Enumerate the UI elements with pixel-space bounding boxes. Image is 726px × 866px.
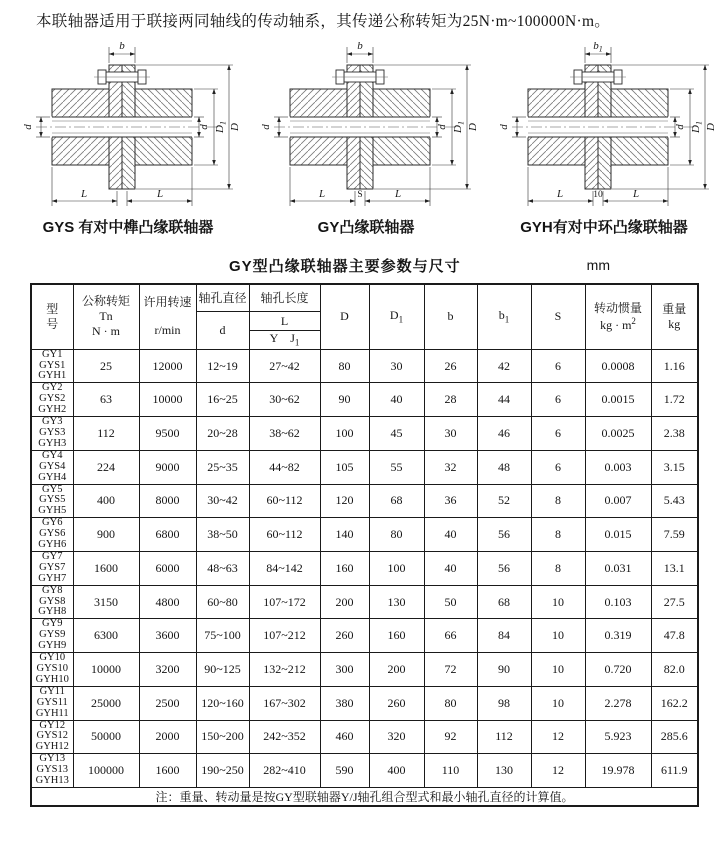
cell-bore-diameter: 25~35 <box>196 450 249 484</box>
cell-bore-diameter: 90~125 <box>196 653 249 687</box>
cell-inertia: 2.278 <box>585 686 651 720</box>
diagram-caption: GYS 有对中榫凸缘联轴器 <box>42 219 214 236</box>
cell-D: 260 <box>320 619 369 653</box>
coupling-drawing <box>252 39 480 213</box>
table-row <box>31 754 698 788</box>
table-row <box>31 417 698 451</box>
cell-bore-diameter: 16~25 <box>196 383 249 417</box>
cell-inertia: 0.003 <box>585 450 651 484</box>
table-row <box>31 686 698 720</box>
diagram-caption: GY凸缘联轴器 <box>317 219 415 236</box>
table-title: GY型凸缘联轴器主要参数与尺寸 <box>229 258 461 275</box>
cell-b: 110 <box>424 754 477 788</box>
col-header-torque: 公称转矩 Tn N · m <box>73 284 139 349</box>
cell-weight: 611.9 <box>651 754 698 788</box>
cell-D1: 80 <box>369 518 424 552</box>
cell-bore-length: 60~112 <box>249 484 320 518</box>
cell-D: 380 <box>320 686 369 720</box>
dim-label-L-left: L <box>80 188 88 200</box>
dim-label-center: S <box>357 190 363 200</box>
cell-speed: 2500 <box>139 686 196 720</box>
cell-inertia: 0.015 <box>585 518 651 552</box>
dim-label-d-right: d <box>436 124 448 130</box>
cell-weight: 3.15 <box>651 450 698 484</box>
cell-D: 90 <box>320 383 369 417</box>
cell-inertia: 5.923 <box>585 720 651 754</box>
cell-speed: 8000 <box>139 484 196 518</box>
col-header-YJ: Y $J_1$ <box>249 331 320 350</box>
dim-label-D1: $D_1$ <box>452 121 466 133</box>
cell-S: 6 <box>531 450 585 484</box>
cell-b: 36 <box>424 484 477 518</box>
cell-b1: 130 <box>477 754 531 788</box>
cell-S: 8 <box>531 518 585 552</box>
cell-D: 460 <box>320 720 369 754</box>
cell-D: 140 <box>320 518 369 552</box>
cell-b: 26 <box>424 349 477 383</box>
cell-D1: 130 <box>369 585 424 619</box>
table-row <box>31 349 698 383</box>
cell-D1: 320 <box>369 720 424 754</box>
cell-b1: 84 <box>477 619 531 653</box>
cell-inertia: 0.319 <box>585 619 651 653</box>
cell-weight: 2.38 <box>651 417 698 451</box>
table-title-row <box>0 255 726 279</box>
col-header-b: b <box>424 284 477 349</box>
cell-b1: 52 <box>477 484 531 518</box>
cell-bore-length: 282~410 <box>249 754 320 788</box>
cell-S: 12 <box>531 720 585 754</box>
cell-model: GY7 GYS7 GYH7 <box>31 551 73 585</box>
dim-label-D: D <box>705 123 717 131</box>
cell-speed: 1600 <box>139 754 196 788</box>
cell-b1: 112 <box>477 720 531 754</box>
cell-S: 6 <box>531 383 585 417</box>
cell-bore-diameter: 48~63 <box>196 551 249 585</box>
table-note: 注：重量、转动量是按GY型联轴器Y/J轴孔组合型式和最小轴孔直径的计算值。 <box>31 787 698 806</box>
cell-inertia: 0.103 <box>585 585 651 619</box>
cell-torque: 112 <box>73 417 139 451</box>
cell-inertia: 0.0008 <box>585 349 651 383</box>
col-header-D1: $D_1$ <box>369 284 424 349</box>
cell-b1: 44 <box>477 383 531 417</box>
cell-speed: 2000 <box>139 720 196 754</box>
cell-model: GY4 GYS4 GYH4 <box>31 450 73 484</box>
col-header-b1: $b_1$ <box>477 284 531 349</box>
cell-torque: 400 <box>73 484 139 518</box>
cell-b1: 46 <box>477 417 531 451</box>
cell-b: 40 <box>424 551 477 585</box>
dim-label-center: 10 <box>593 190 603 200</box>
dim-label-b: b <box>357 40 363 52</box>
cell-b: 92 <box>424 720 477 754</box>
table-unit-label: mm <box>586 257 610 273</box>
table-row <box>31 383 698 417</box>
cell-b: 32 <box>424 450 477 484</box>
cell-torque: 100000 <box>73 754 139 788</box>
cell-inertia: 0.720 <box>585 653 651 687</box>
coupling-diagram <box>488 39 720 237</box>
col-header-bore-length: 轴孔长度 <box>249 284 320 312</box>
cell-D1: 55 <box>369 450 424 484</box>
cell-D: 100 <box>320 417 369 451</box>
dim-label-L-left: L <box>556 188 564 200</box>
col-header-d-symbol: d <box>196 312 249 350</box>
cell-weight: 7.59 <box>651 518 698 552</box>
cell-D: 200 <box>320 585 369 619</box>
coupling-drawing <box>490 39 718 213</box>
cell-b: 28 <box>424 383 477 417</box>
dim-label-D: D <box>229 123 241 131</box>
cell-bore-length: 84~142 <box>249 551 320 585</box>
dim-label-D: D <box>467 123 479 131</box>
table-row <box>31 450 698 484</box>
cell-b1: 56 <box>477 551 531 585</box>
intro-text: 本联轴器适用于联接两同轴线的传动轴系，其传递公称转矩为25N·m~100000N·m。 <box>36 13 611 30</box>
coupling-diagram <box>250 39 482 237</box>
col-header-L-symbol: L <box>249 312 320 331</box>
cell-inertia: 0.007 <box>585 484 651 518</box>
cell-weight: 5.43 <box>651 484 698 518</box>
cell-bore-diameter: 12~19 <box>196 349 249 383</box>
flange-bolt <box>94 70 150 84</box>
cell-D: 80 <box>320 349 369 383</box>
cell-bore-diameter: 38~50 <box>196 518 249 552</box>
cell-model: GY3 GYS3 GYH3 <box>31 417 73 451</box>
dim-label-d-right: d <box>198 124 210 130</box>
cell-bore-length: 44~82 <box>249 450 320 484</box>
table-row <box>31 619 698 653</box>
cell-D1: 200 <box>369 653 424 687</box>
cell-S: 10 <box>531 585 585 619</box>
cell-S: 8 <box>531 484 585 518</box>
cell-bore-length: 107~212 <box>249 619 320 653</box>
cell-b: 80 <box>424 686 477 720</box>
dim-label-L-right: L <box>632 188 640 200</box>
dim-label-d-left: d <box>22 124 34 130</box>
cell-b1: 48 <box>477 450 531 484</box>
cell-torque: 25000 <box>73 686 139 720</box>
cell-S: 10 <box>531 619 585 653</box>
table-row <box>31 653 698 687</box>
col-header-inertia: 转动惯量 kg · $m^2$ <box>585 284 651 349</box>
cell-speed: 10000 <box>139 383 196 417</box>
cell-b1: 42 <box>477 349 531 383</box>
cell-D: 105 <box>320 450 369 484</box>
cell-bore-length: 132~212 <box>249 653 320 687</box>
col-header-D: D <box>320 284 369 349</box>
cell-bore-diameter: 75~100 <box>196 619 249 653</box>
cell-weight: 1.72 <box>651 383 698 417</box>
cell-model: GY2 GYS2 GYH2 <box>31 383 73 417</box>
cell-D1: 400 <box>369 754 424 788</box>
cell-D1: 30 <box>369 349 424 383</box>
cell-inertia: 0.0025 <box>585 417 651 451</box>
cell-b: 66 <box>424 619 477 653</box>
diagram-caption: GYH有对中环凸缘联轴器 <box>520 219 688 236</box>
col-header-model: 型 号 <box>31 284 73 349</box>
dim-label-b: b <box>119 40 125 52</box>
cell-S: 6 <box>531 349 585 383</box>
table-row <box>31 720 698 754</box>
cell-model: GY8 GYS8 GYH8 <box>31 585 73 619</box>
cell-model: GY9 GYS9 GYH9 <box>31 619 73 653</box>
dim-label-D1: $D_1$ <box>214 121 228 133</box>
cell-b1: 98 <box>477 686 531 720</box>
cell-bore-diameter: 60~80 <box>196 585 249 619</box>
cell-weight: 285.6 <box>651 720 698 754</box>
cell-weight: 47.8 <box>651 619 698 653</box>
cell-speed: 6000 <box>139 551 196 585</box>
cell-torque: 6300 <box>73 619 139 653</box>
cell-model: GY13 GYS13 GYH13 <box>31 754 73 788</box>
flange-bolt <box>332 70 388 84</box>
cell-model: GY10 GYS10 GYH10 <box>31 653 73 687</box>
cell-bore-diameter: 20~28 <box>196 417 249 451</box>
cell-speed: 3600 <box>139 619 196 653</box>
cell-D1: 45 <box>369 417 424 451</box>
cell-D: 120 <box>320 484 369 518</box>
table-row <box>31 484 698 518</box>
cell-D1: 68 <box>369 484 424 518</box>
cell-torque: 224 <box>73 450 139 484</box>
col-header-weight: 重量 kg <box>651 284 698 349</box>
cell-speed: 4800 <box>139 585 196 619</box>
cell-bore-length: 30~62 <box>249 383 320 417</box>
dim-label-L-right: L <box>394 188 402 200</box>
cell-speed: 9000 <box>139 450 196 484</box>
cell-torque: 1600 <box>73 551 139 585</box>
col-header-bore-diameter: 轴孔直径 <box>196 284 249 312</box>
dim-label-d-left: d <box>498 124 510 130</box>
spec-table <box>30 283 699 807</box>
cell-D1: 260 <box>369 686 424 720</box>
cell-torque: 25 <box>73 349 139 383</box>
cell-inertia: 0.031 <box>585 551 651 585</box>
cell-b: 40 <box>424 518 477 552</box>
cell-model: GY1 GYS1 GYH1 <box>31 349 73 383</box>
dim-label-b: $b_1$ <box>593 40 603 54</box>
cell-speed: 3200 <box>139 653 196 687</box>
cell-inertia: 0.0015 <box>585 383 651 417</box>
cell-torque: 900 <box>73 518 139 552</box>
cell-D: 590 <box>320 754 369 788</box>
cell-bore-length: 27~42 <box>249 349 320 383</box>
dim-label-L-right: L <box>156 188 164 200</box>
cell-b1: 68 <box>477 585 531 619</box>
cell-model: GY12 GYS12 GYH12 <box>31 720 73 754</box>
table-row <box>31 518 698 552</box>
cell-speed: 6800 <box>139 518 196 552</box>
cell-D1: 100 <box>369 551 424 585</box>
dim-label-D1: $D_1$ <box>690 121 704 133</box>
cell-D: 300 <box>320 653 369 687</box>
cell-bore-diameter: 30~42 <box>196 484 249 518</box>
cell-S: 12 <box>531 754 585 788</box>
dim-label-d-left: d <box>260 124 272 130</box>
cell-bore-length: 107~172 <box>249 585 320 619</box>
cell-S: 8 <box>531 551 585 585</box>
cell-bore-length: 60~112 <box>249 518 320 552</box>
cell-model: GY5 GYS5 GYH5 <box>31 484 73 518</box>
cell-b: 72 <box>424 653 477 687</box>
cell-speed: 12000 <box>139 349 196 383</box>
cell-torque: 10000 <box>73 653 139 687</box>
cell-torque: 63 <box>73 383 139 417</box>
cell-speed: 9500 <box>139 417 196 451</box>
cell-bore-length: 167~302 <box>249 686 320 720</box>
cell-b1: 56 <box>477 518 531 552</box>
cell-model: GY6 GYS6 GYH6 <box>31 518 73 552</box>
cell-S: 10 <box>531 653 585 687</box>
cell-bore-diameter: 190~250 <box>196 754 249 788</box>
cell-D: 160 <box>320 551 369 585</box>
cell-b1: 90 <box>477 653 531 687</box>
cell-weight: 82.0 <box>651 653 698 687</box>
table-row <box>31 585 698 619</box>
flange-bolt <box>570 70 626 84</box>
cell-S: 10 <box>531 686 585 720</box>
cell-D1: 40 <box>369 383 424 417</box>
cell-D1: 160 <box>369 619 424 653</box>
cell-weight: 1.16 <box>651 349 698 383</box>
cell-S: 6 <box>531 417 585 451</box>
cell-bore-diameter: 150~200 <box>196 720 249 754</box>
cell-model: GY11 GYS11 GYH11 <box>31 686 73 720</box>
cell-torque: 3150 <box>73 585 139 619</box>
cell-weight: 27.5 <box>651 585 698 619</box>
cell-b: 50 <box>424 585 477 619</box>
cell-b: 30 <box>424 417 477 451</box>
cell-bore-diameter: 120~160 <box>196 686 249 720</box>
cell-bore-length: 242~352 <box>249 720 320 754</box>
col-header-S: S <box>531 284 585 349</box>
cell-weight: 162.2 <box>651 686 698 720</box>
col-header-speed: 许用转速 r/min <box>139 284 196 349</box>
cell-torque: 50000 <box>73 720 139 754</box>
table-row <box>31 551 698 585</box>
dim-label-d-right: d <box>674 124 686 130</box>
cell-inertia: 19.978 <box>585 754 651 788</box>
cell-bore-length: 38~62 <box>249 417 320 451</box>
diagrams-row <box>0 31 726 237</box>
cell-weight: 13.1 <box>651 551 698 585</box>
coupling-drawing <box>14 39 242 213</box>
dim-label-L-left: L <box>318 188 326 200</box>
coupling-diagram <box>12 39 244 237</box>
